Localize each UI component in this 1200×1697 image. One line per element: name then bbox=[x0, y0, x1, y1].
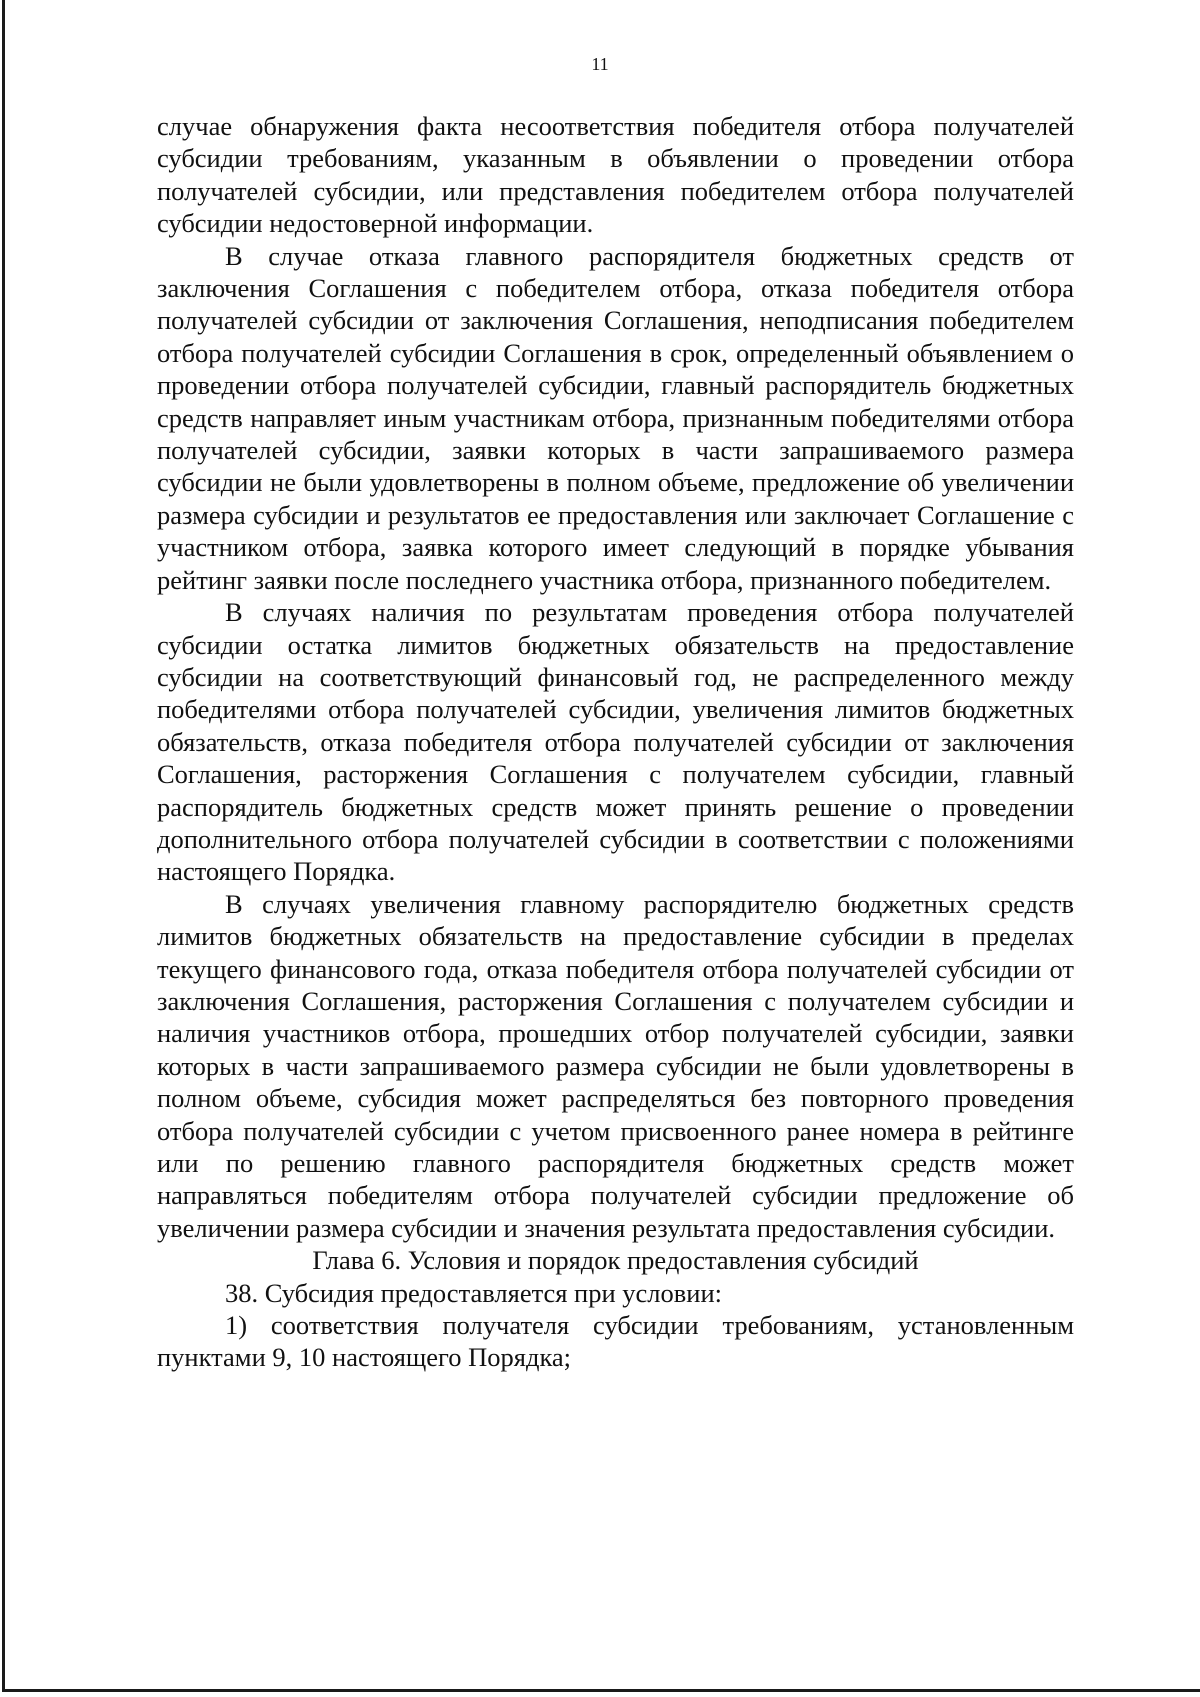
page-number: 11 bbox=[591, 54, 609, 74]
paragraph: В случае отказа главного распорядителя бюджетных средств от заключения Соглашения с победителем отбора, отказа победителя отбора получателей субсидии от заключения Соглашения, неподписания победителем отбора получателей субсидии Соглашения в срок, определенный объявлением о проведении отбора получателей субсидии, главный распорядитель бюджетных средств направляет иным участникам отбора, признанным победителями отбора получателей субсидии, заявки которых в части запрашиваемого размера субсидии не были удовлетворены в полном объеме, предложение об увеличении размера субсидии и результатов ее предоставления или заключает Соглашение с участником отбора, заявка которого имеет следующий в порядке убывания рейтинг заявки после последнего участника отбора, признанного победителем. bbox=[157, 240, 1074, 595]
scan-bottom-border bbox=[2, 1689, 1200, 1692]
document-body bbox=[157, 110, 1074, 1374]
paragraph-continuation: случае обнаружения факта несоответствия победителя отбора получателей субсидии требованиям, указанным в объявлении о проведении отбора получателей субсидии, или представления победителем отбора получателей субсидии недостоверной информации. bbox=[157, 111, 1074, 239]
clause-item: 1) соответствия получателя субсидии требованиям, установленным пунктами 9, 10 настоящего Порядка; bbox=[157, 1310, 1074, 1373]
chapter-title: Глава 6. Условия и порядок предоставления субсидий bbox=[312, 1245, 919, 1276]
paragraph: В случаях увеличения главному распорядителю бюджетных средств лимитов бюджетных обязательств на предоставление субсидии в пределах текущего финансового года, отказа победителя отбора получателей субсидии от заключения Соглашения, расторжения Соглашения с получателем субсидии и наличия участников отбора, прошедших отбор получателей субсидии, заявки которых в части запрашиваемого размера субсидии не были удовлетворены в полном объеме, субсидия может распределяться без повторного проведения отбора получателей субсидии с учетом присвоенного ранее номера в рейтинге или по решению главного распорядителя бюджетных средств может направляться победителям отбора получателей субсидии предложение об увеличении размера субсидии и значения результата предоставления субсидии. bbox=[157, 888, 1074, 1243]
paragraph: В случаях наличия по результатам проведения отбора получателей субсидии остатка лимитов бюджетных обязательств на предоставление субсидии на соответствующий финансовый год, не распределенного между победителями отбора получателей субсидии, увеличения лимитов бюджетных обязательств, отказа победителя отбора получателей субсидии от заключения Соглашения, расторжения Соглашения с получателем субсидии, главный распорядитель бюджетных средств может принять решение о проведении дополнительного отбора получателей субсидии в соответствии с положениями настоящего Порядка. bbox=[157, 597, 1074, 887]
scan-left-border bbox=[2, 0, 5, 1692]
clause-heading: 38. Субсидия предоставляется при условии: bbox=[225, 1277, 723, 1308]
